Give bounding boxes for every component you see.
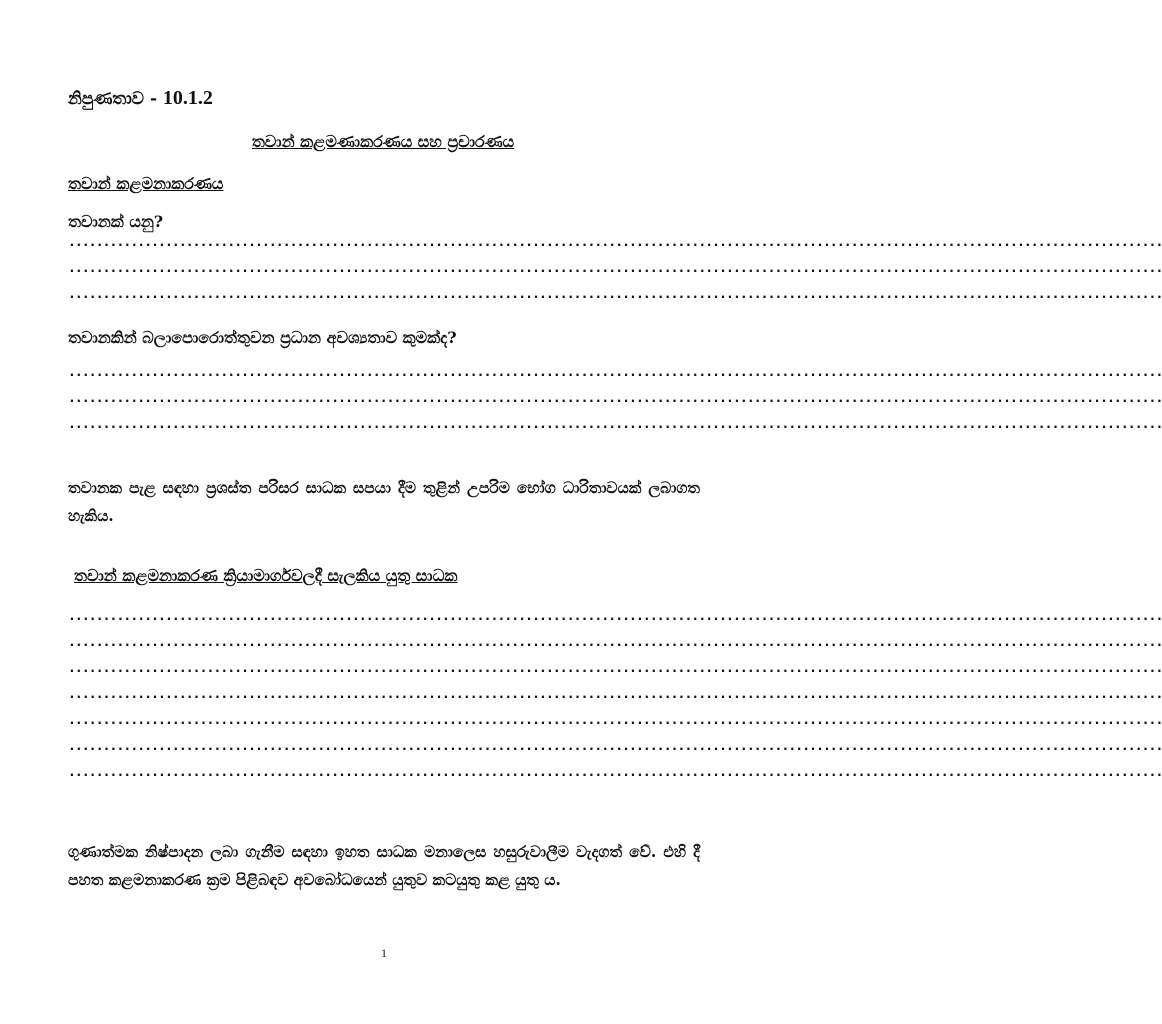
question-what-is-nursery: තවානක් යනු? xyxy=(68,212,164,231)
answer-line: .............................................................................................................................................................. xyxy=(68,391,1162,406)
question-main-requirement: තවානකින් බලාපොරොත්තුවන ප්‍රධාන අවශ්‍යතාව කුමක්ද? xyxy=(68,328,457,347)
page-number: 1 xyxy=(381,946,387,960)
answer-line: .............................................................................................................................................................. xyxy=(68,661,1162,676)
answer-line: .............................................................................................................................................................. xyxy=(68,687,1162,702)
answer-line: .............................................................................................................................................................. xyxy=(68,417,1162,432)
answer-line: .............................................................................................................................................................. xyxy=(68,287,1162,302)
paragraph-optimal-conditions: තවානක පැළ සඳහා ප්‍රශස්ත පරිසර සාධක සපයා දීම තුළින් උපරිම භෝග ධාරිතාවයක් ලබාගත හැකිය. xyxy=(68,478,700,525)
competency-label: නිපුණතාව - xyxy=(68,89,163,109)
competency-code: 10.1.2 xyxy=(162,87,213,109)
answer-line: .............................................................................................................................................................. xyxy=(68,235,1162,250)
page-title: තවාන් කළමණාකරණය සහ ප්‍රචාරණය xyxy=(251,132,515,151)
answer-line: .............................................................................................................................................................. xyxy=(68,365,1162,380)
answer-line: .............................................................................................................................................................. xyxy=(68,609,1162,624)
answer-line: .............................................................................................................................................................. xyxy=(68,261,1162,276)
answer-line: .............................................................................................................................................................. xyxy=(68,713,1162,728)
paragraph-quality-production: ගුණාත්මක නිෂ්පාදන ලබා ගැනීම සඳහා ඉහත සාධක මනාලෙස හසුරුවාලීම වැදගත් වේ. එහි දී පහත කළමනාකරණ ක්‍රම පිළිබඳව අවබෝධයෙන් යුතුව කටයුතු කළ යුතු ය. xyxy=(68,842,700,889)
answer-line: .............................................................................................................................................................. xyxy=(68,635,1162,650)
answer-line: .............................................................................................................................................................. xyxy=(68,765,1162,780)
section-heading-nursery-management: තවාන් කළමනාකරණය xyxy=(68,174,224,193)
answer-line: .............................................................................................................................................................. xyxy=(68,739,1162,754)
section-heading-management-factors: තවාන් කළමනාකරණ ක්‍රියාමාර්ගවලදී සැලකිය යුතු සාධක xyxy=(74,566,458,585)
competency-level xyxy=(68,88,698,109)
